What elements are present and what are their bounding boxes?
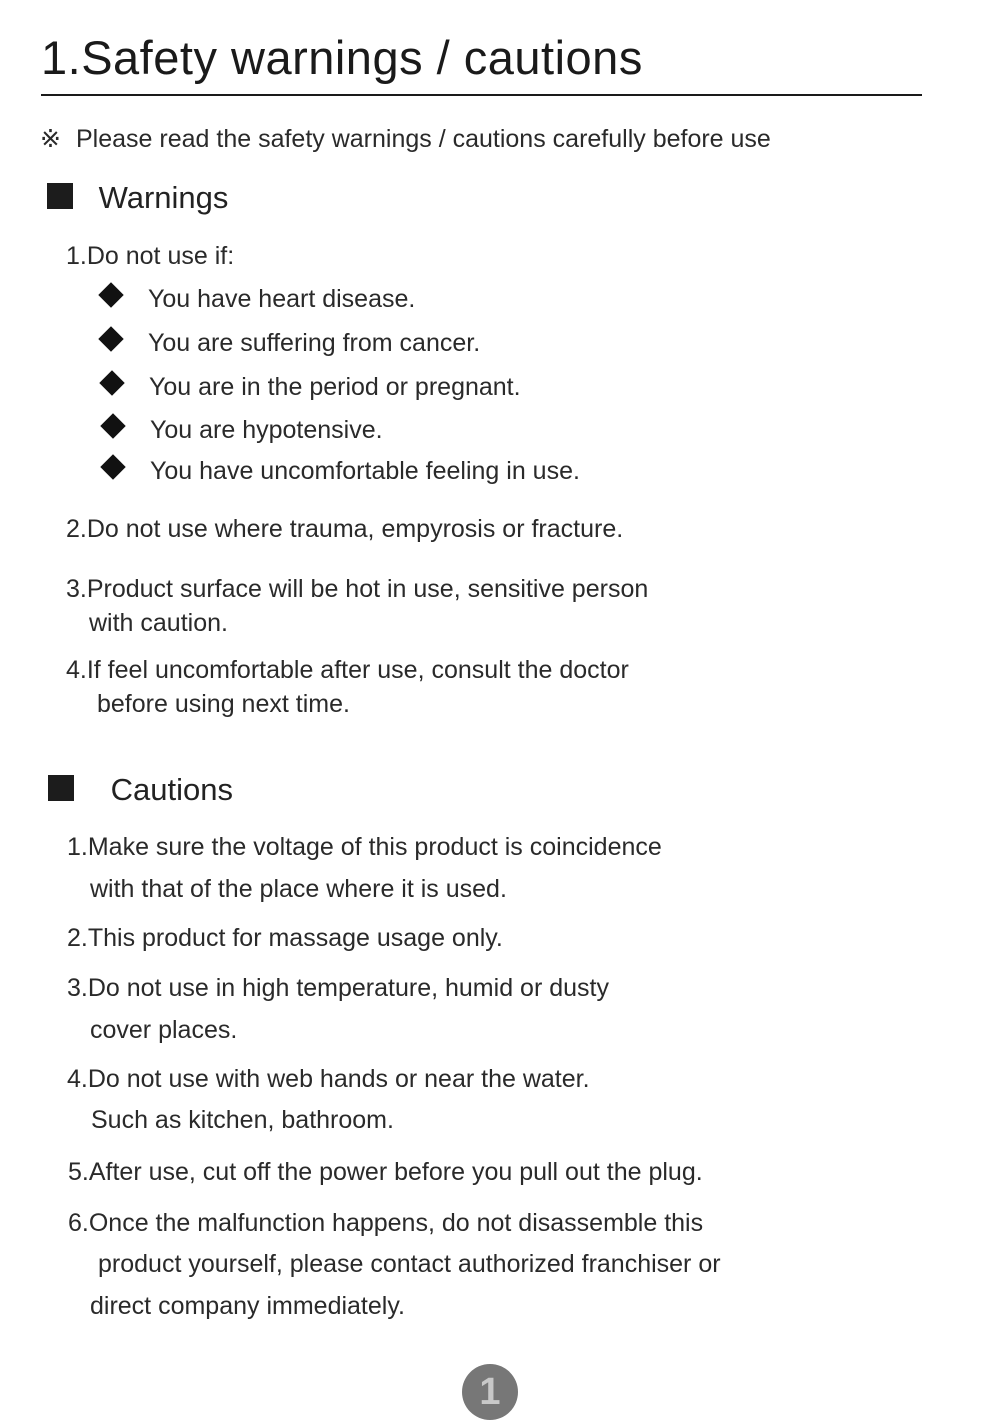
cautions-heading: [48, 772, 233, 808]
warning-item-4-line: 4.If feel uncomfortable after use, consult the doctor: [66, 656, 629, 684]
warnings-heading: [47, 180, 228, 216]
diamond-bullet-icon: [100, 413, 125, 438]
warning-bullet-text: You are in the period or pregnant.: [149, 373, 521, 401]
caution-item-6-line: product yourself, please contact authorized franchiser or: [98, 1250, 721, 1278]
diamond-bullet-icon: [98, 282, 123, 307]
warning-bullet-text: You have heart disease.: [148, 285, 416, 313]
warning-bullet: [103, 373, 521, 402]
warning-item-1-lead: 1.Do not use if:: [66, 242, 235, 270]
diamond-bullet-icon: [100, 454, 125, 479]
caution-item-6-line: 6.Once the malfunction happens, do not disassemble this: [68, 1209, 704, 1237]
warning-item-3-line: 3.Product surface will be hot in use, sensitive person: [66, 575, 649, 603]
caution-item-1-line: with that of the place where it is used.: [90, 875, 507, 903]
black-square-icon: [48, 775, 74, 801]
caution-item-1-line: 1.Make sure the voltage of this product is coincidence: [67, 833, 662, 861]
cautions-heading-text: Cautions: [110, 772, 233, 807]
warning-bullet-text: You are suffering from cancer.: [148, 329, 481, 357]
diamond-bullet-icon: [99, 370, 124, 395]
caution-item-3-line: cover places.: [90, 1016, 238, 1044]
warnings-heading-text: Warnings: [98, 180, 229, 215]
warning-bullet: [102, 329, 480, 358]
caution-item-3-line: 3.Do not use in high temperature, humid or dusty: [67, 974, 609, 1002]
warning-bullet-text: You are hypotensive.: [150, 416, 383, 444]
warning-bullet: [102, 285, 415, 314]
caution-item-5: 5.After use, cut off the power before you pull out the plug.: [68, 1158, 703, 1186]
warning-item-4-line: before using next time.: [97, 690, 350, 718]
diamond-bullet-icon: [98, 326, 123, 351]
warning-item-2: 2.Do not use where trauma, empyrosis or fracture.: [66, 515, 624, 543]
page-number-badge: 1: [462, 1364, 518, 1420]
intro-text: Please read the safety warnings / cautions carefully before use: [76, 125, 771, 153]
page-title: 1.Safety warnings / cautions: [41, 31, 643, 84]
caution-item-6-line: direct company immediately.: [90, 1292, 405, 1320]
title-divider: [41, 94, 922, 96]
reference-mark-icon: ※: [40, 125, 61, 153]
warning-bullet-text: You have uncomfortable feeling in use.: [150, 457, 580, 485]
warning-item-3-line: with caution.: [89, 609, 228, 637]
caution-item-4-line: 4.Do not use with web hands or near the water.: [67, 1065, 590, 1093]
warning-bullet: [104, 457, 580, 486]
caution-item-2: 2.This product for massage usage only.: [67, 924, 503, 952]
intro-note: [40, 124, 771, 154]
black-square-icon: [47, 183, 73, 209]
caution-item-4-line: Such as kitchen, bathroom.: [91, 1106, 394, 1134]
warning-bullet: [104, 416, 383, 445]
